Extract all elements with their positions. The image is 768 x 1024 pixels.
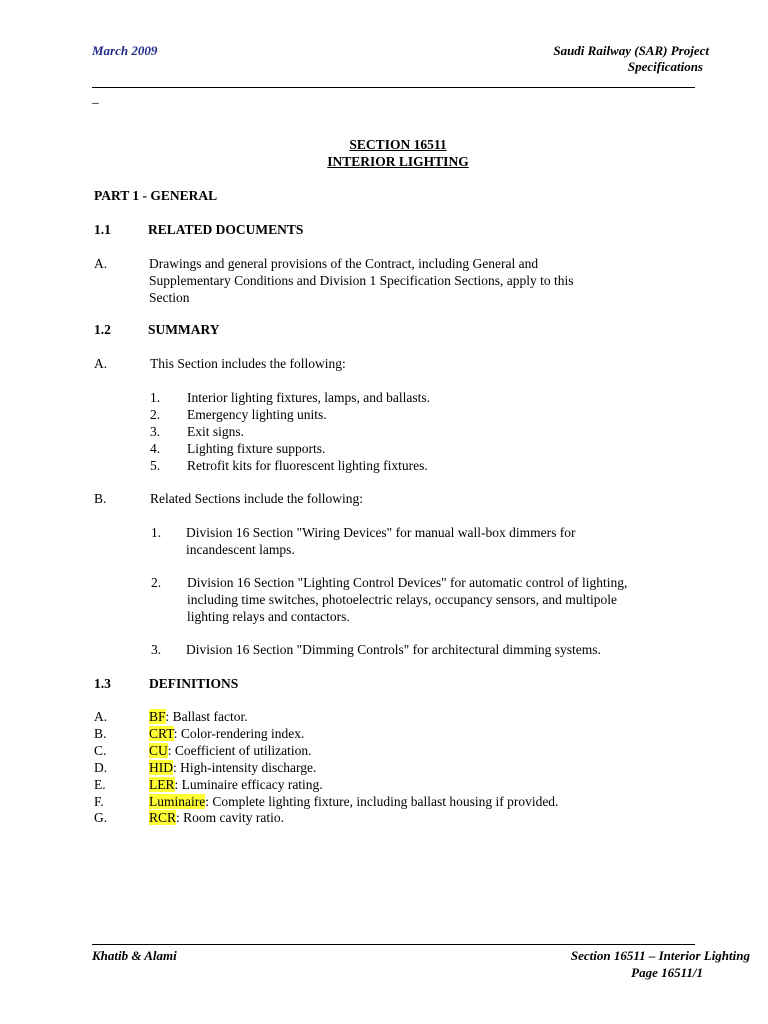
article-title: SUMMARY: [148, 322, 220, 337]
list-item: Lighting fixture supports.: [187, 441, 326, 456]
list-item: Division 16 Section "Lighting Control Devices" for automatic control of lighting,: [187, 575, 628, 590]
paragraph-label: A.: [94, 256, 108, 271]
definition-text: : Ballast factor.: [165, 709, 248, 724]
definition-text: : Color-rendering index.: [173, 726, 305, 741]
paragraph-text: Drawings and general provisions of the Contract, including General and: [149, 256, 539, 271]
definition-label: B.: [94, 726, 107, 741]
list-item-number: 5.: [150, 458, 161, 473]
paragraph-label: B.: [94, 491, 107, 506]
definition-item: [149, 810, 284, 826]
definition-item: [149, 709, 248, 725]
definition-label: C.: [94, 743, 107, 758]
footer-section-ref: Section 16511 – Interior Lighting: [570, 948, 750, 963]
list-item: Emergency lighting units.: [187, 407, 327, 422]
section-number: SECTION 16511: [349, 137, 447, 152]
list-item: including time switches, photoelectric relays, occupancy sensors, and multipole: [187, 592, 618, 607]
article-number: 1.3: [94, 676, 111, 691]
list-item-number: 3.: [151, 642, 162, 657]
footer-company: Khatib & Alami: [92, 948, 177, 963]
article-number: 1.1: [94, 222, 111, 237]
list-item: Retrofit kits for fluorescent lighting fixtures.: [187, 458, 428, 473]
definition-label: E.: [94, 777, 106, 792]
definition-term: Luminaire: [149, 794, 206, 809]
list-item-number: 1.: [150, 390, 161, 405]
list-item: incandescent lamps.: [186, 542, 295, 557]
definition-item: [149, 794, 558, 810]
definition-item: [149, 726, 304, 742]
article-title: DEFINITIONS: [149, 676, 239, 691]
section-title: INTERIOR LIGHTING: [327, 154, 469, 169]
definition-term: CRT: [149, 726, 174, 741]
definition-text: : Room cavity ratio.: [176, 810, 284, 825]
header-rule: [92, 87, 695, 88]
list-item-number: 2.: [151, 575, 162, 590]
list-item: lighting relays and contactors.: [187, 609, 350, 624]
definition-term: LER: [149, 777, 175, 792]
list-item: Interior lighting fixtures, lamps, and ballasts.: [187, 390, 430, 405]
definition-label: D.: [94, 760, 108, 775]
definition-term: HID: [149, 760, 173, 775]
definition-label: A.: [94, 709, 108, 724]
definition-text: : Coefficient of utilization.: [167, 743, 312, 758]
definition-text: : High-intensity discharge.: [173, 760, 317, 775]
footer-page-number: Page 16511/1: [631, 965, 703, 980]
list-item-number: 3.: [150, 424, 161, 439]
definition-item: [149, 760, 316, 776]
list-item-number: 4.: [150, 441, 161, 456]
list-item: Exit signs.: [187, 424, 245, 439]
paragraph-text: Supplementary Conditions and Division 1 Specification Sections, apply to this: [149, 273, 574, 288]
definition-item: [149, 777, 323, 793]
part-title: PART 1 - GENERAL: [94, 188, 218, 203]
definition-label: G.: [94, 810, 108, 825]
article-title: RELATED DOCUMENTS: [148, 222, 304, 237]
header-date: March 2009: [92, 43, 158, 58]
definition-text: : Luminaire efficacy rating.: [174, 777, 323, 792]
header-doc-type: Specifications: [627, 59, 703, 74]
definition-term: RCR: [149, 810, 177, 825]
list-item: Division 16 Section "Dimming Controls" for architectural dimming systems.: [186, 642, 601, 657]
footer-rule: [92, 944, 695, 945]
definition-term: CU: [149, 743, 168, 758]
definition-term: BF: [149, 709, 166, 724]
paragraph-label: A.: [94, 356, 108, 371]
definition-text: : Complete lighting fixture, including ballast housing if provided.: [205, 794, 559, 809]
list-item: Division 16 Section "Wiring Devices" for manual wall-box dimmers for: [186, 525, 576, 540]
paragraph-text: This Section includes the following:: [150, 356, 346, 371]
definition-item: [149, 743, 311, 759]
header-stray-mark: _: [92, 90, 99, 105]
paragraph-text: Section: [149, 290, 190, 305]
paragraph-text: Related Sections include the following:: [150, 491, 363, 506]
list-item-number: 2.: [150, 407, 161, 422]
definition-label: F.: [94, 794, 104, 809]
list-item-number: 1.: [151, 525, 162, 540]
article-number: 1.2: [94, 322, 111, 337]
header-project: Saudi Railway (SAR) Project: [553, 43, 709, 58]
